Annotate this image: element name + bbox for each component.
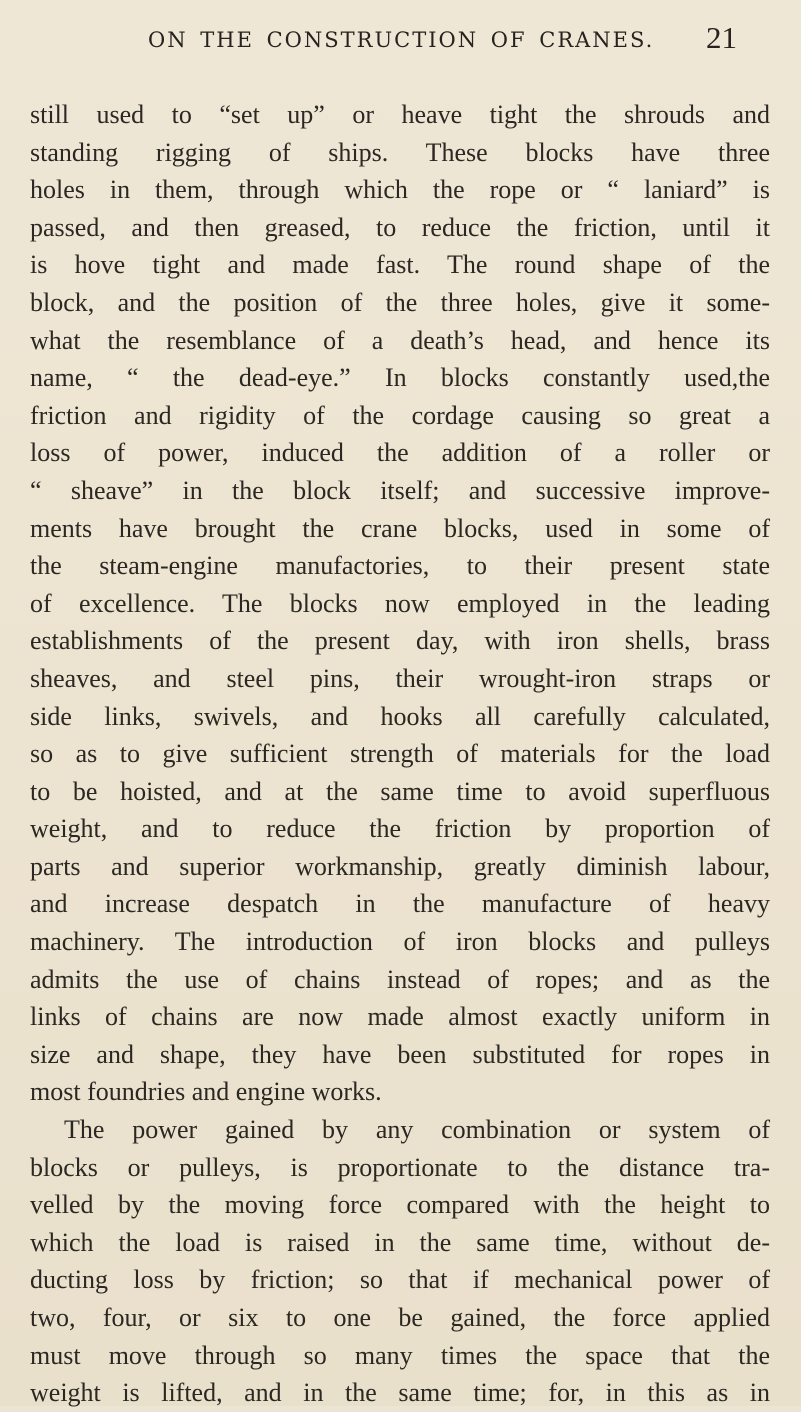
text-line: ducting loss by friction; so that if mechanical power of [30,1265,770,1295]
text-line: side links, swivels, and hooks all carefully calculated, [30,701,770,731]
text-line: establishments of the present day, with iron shells, brass [30,626,770,656]
text-line: ments have brought the crane blocks, used in some of [30,513,770,543]
text-line: and increase despatch in the manufacture of heavy [30,889,770,919]
text-line: parts and superior workmanship, greatly diminish labour, [30,851,770,881]
paragraph-start-line: The power gained by any combination or system of [64,1115,770,1145]
text-line: is hove tight and made fast. The round shape of the [30,250,770,280]
body-text [30,96,770,1412]
text-line: weight, and to reduce the friction by proportion of [30,814,770,844]
text-line: block, and the position of the three holes, give it some- [30,287,770,317]
text-line: loss of power, induced the addition of a roller or [30,438,770,468]
text-line: name, “ the dead-eye.” In blocks constantly used,the [30,363,770,393]
page-number: 21 [706,20,737,55]
text-line: friction and rigidity of the cordage causing so great a [30,400,770,430]
text-line: size and shape, they have been substituted for ropes in [30,1039,770,1069]
text-line: standing rigging of ships. These blocks have three [30,137,770,167]
text-line: holes in them, through which the rope or “ laniard” is [30,175,770,205]
text-line: so as to give sufficient strength of materials for the load [30,739,770,769]
text-line: which the load is raised in the same time, without de- [30,1227,770,1257]
text-line: machinery. The introduction of iron blocks and pulleys [30,927,770,957]
text-line: weight is lifted, and in the same time; for, in this as in [30,1378,770,1408]
text-line: must move through so many times the space that the [30,1340,770,1370]
text-line: to be hoisted, and at the same time to avoid superfluous [30,776,770,806]
text-line: velled by the moving force compared with the height to [30,1190,770,1220]
text-line: blocks or pulleys, is proportionate to the distance tra- [30,1152,770,1182]
running-title: ON THE CONSTRUCTION OF CRANES. [148,28,655,52]
text-line: sheaves, and steel pins, their wrought-iron straps or [30,663,770,693]
text-line: “ sheave” in the block itself; and successive improve- [30,475,770,505]
text-line: passed, and then greased, to reduce the friction, until it [30,212,770,242]
text-line: of excellence. The blocks now employed in the leading [30,588,770,618]
text-line: what the resemblance of a death’s head, and hence its [30,325,770,355]
text-line: links of chains are now made almost exactly uniform in [30,1002,770,1032]
running-header [0,22,801,62]
text-line: still used to “set up” or heave tight the shrouds and [30,100,770,129]
text-line: admits the use of chains instead of ropes; and as the [30,964,770,994]
text-line: two, four, or six to one be gained, the force applied [30,1303,770,1332]
text-line: the steam-engine manufactories, to their present state [30,551,770,581]
paragraph-end-line: most foundries and engine works. [30,1077,382,1107]
